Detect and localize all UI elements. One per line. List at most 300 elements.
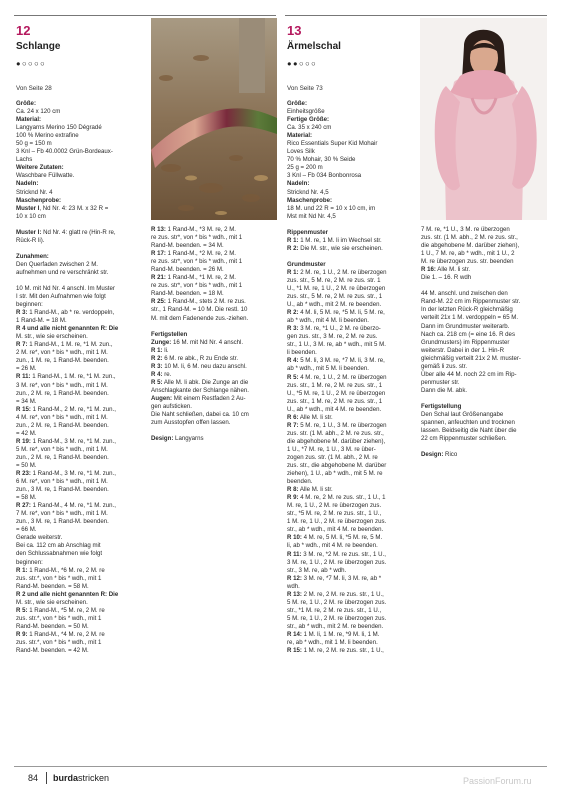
instruction-label: R 5: [151, 378, 163, 386]
instruction-label: Rippenmuster [287, 228, 328, 236]
instruction-text: 5 M. li, 3 M. re, *7 M. li, 3 M. re, [298, 357, 385, 365]
instruction-label: R 13: [287, 590, 302, 598]
instruction-line [16, 631, 148, 639]
instruction-line [16, 607, 148, 615]
instruction-text: lassen. Beidseitig die Naht über die [421, 427, 517, 435]
instruction-label: R 16: [421, 266, 436, 274]
instruction-text: 6 M. re*, von * bis * wdh., mit 1 M. [16, 478, 108, 486]
instruction-text: 44 M. anschl. und zwischen den [421, 290, 508, 298]
instruction-line [287, 229, 417, 237]
instruction-line [16, 333, 148, 341]
instruction-text: str., *1 M. re, 2 M. re zus. str., 1 U., [287, 606, 382, 614]
instruction-text: Gerade weiterstr. [16, 534, 63, 542]
instruction-text: Loves Silk [287, 148, 315, 156]
instruction-line [287, 647, 417, 655]
instruction-line [16, 494, 148, 502]
instruction-text: beginnen: [16, 301, 43, 309]
instruction-text: 10 M. mit Nd Nr. 4 anschl. Im Muster [16, 284, 115, 292]
instruction-label: R 25: [151, 298, 166, 306]
instruction-line [151, 306, 279, 314]
instruction-line [421, 242, 549, 250]
instruction-line [16, 550, 148, 558]
instruction-text: Grundmusters) im Rippenmuster [421, 338, 510, 346]
instruction-line [287, 245, 417, 253]
instruction-text: 1 M. re, 1 M. li im Wechsel str. [298, 236, 382, 244]
instruction-text: 25 g = 200 m [287, 164, 323, 172]
instruction-line [16, 108, 148, 116]
instruction-text: 7 M. re*, von * bis * wdh., mit 1 M. [16, 510, 108, 518]
project-number: 13 [287, 23, 302, 38]
instruction-text: = 34 M. [16, 397, 37, 405]
instruction-line [287, 140, 417, 148]
instruction-text: penmuster str. [421, 378, 460, 386]
instruction-line [421, 306, 549, 314]
instruction-line [151, 298, 279, 306]
instruction-text: Alle M. li str. [298, 413, 333, 421]
instruction-line [421, 363, 549, 371]
instruction-text: = 42 M. [16, 429, 37, 437]
instruction-text: 5 M. re, 1 U., 2 M. re überzogen zus. [287, 614, 387, 622]
instruction-text: zus. str., die abgehobene M. darüber [287, 462, 387, 470]
instruction-line [16, 575, 148, 583]
instruction-line [287, 148, 417, 156]
instruction-text: 1 Rand-M., 4 M. re, *1 M. zun., [30, 502, 116, 510]
instruction-text: 3 M. re, *7 M. li, 3 M. re, ab * [301, 574, 382, 582]
instruction-line [151, 282, 279, 290]
instruction-text: Ca. 24 x 120 cm [16, 108, 61, 116]
instruction-line [16, 414, 148, 422]
instruction-line [16, 615, 148, 623]
instruction-line [421, 274, 549, 282]
instruction-line [16, 205, 148, 213]
left-instructions-col2 [151, 226, 279, 443]
instruction-text: U., *1 M. re, 1 U., 2 M. re überzogen [287, 284, 386, 292]
instruction-line [287, 197, 417, 205]
instruction-line [421, 443, 549, 451]
instruction-text: ziehen), 1 U., ab * wdh., mit 5 M. re [287, 470, 383, 478]
instruction-label: R 5: [16, 606, 28, 614]
instruction-line [287, 559, 417, 567]
top-rule-left [14, 15, 276, 16]
instruction-text: gen aufsticken. [151, 402, 192, 410]
difficulty-rating: ●○○○○ [16, 59, 47, 68]
instruction-line [421, 226, 549, 234]
instruction-line [421, 419, 549, 427]
instruction-line [421, 258, 549, 266]
instruction-text: str., 1 Rand-M. = 10 M. Die restl. 10 [151, 306, 248, 314]
instruction-text: Ca. 35 x 240 cm [287, 124, 332, 132]
instruction-text: Rück-R li). [16, 236, 45, 244]
instruction-label: Design: [151, 435, 174, 443]
instruction-text: 4 M. re*, von * bis * wdh., mit 1 M. [16, 413, 108, 421]
instruction-text: zus. str. (1 M. abh., 2 M. re zus. str., [287, 429, 384, 437]
instruction-line [16, 253, 148, 261]
instruction-line [287, 462, 417, 470]
instruction-text: Einheitsgröße [287, 108, 325, 116]
instruction-line [421, 314, 549, 322]
instruction-label: Größe: [16, 100, 36, 107]
instruction-label: R 2 und alle nicht genannten R: Die [16, 590, 119, 598]
instruction-line [287, 237, 417, 245]
instruction-line [16, 430, 148, 438]
instruction-text: 6 M. re abk., R zu Ende str. [162, 354, 239, 362]
instruction-text: Rico [443, 451, 458, 459]
instruction-line [287, 189, 417, 197]
instruction-text: Dann die M. abk. [421, 386, 468, 394]
instruction-text: Rand-M. beenden. = 50 M. [16, 622, 89, 630]
instruction-text: Anschlagkante der Schlange nähen. [151, 386, 249, 394]
instruction-text: 1 Rand-M., 3 M. re, *1 M. zun., [30, 470, 116, 478]
instruction-line [287, 454, 417, 462]
instruction-text: Die M. str., wie sie erscheinen. [298, 244, 383, 252]
instruction-line [287, 205, 417, 213]
instruction-text: Rand-M. 22 cm im Rippenmuster str. [421, 298, 521, 306]
instruction-text: 1 Rand-M., 1 M. re, *1 M. zun., [30, 373, 116, 381]
instruction-line [16, 599, 148, 607]
instruction-text: re. [162, 370, 172, 378]
instruction-text: Rand-M. beenden. = 34 M. [151, 242, 224, 250]
instruction-text: 2 M. re, 1 U., 2 M. re überzogen [298, 268, 387, 276]
instruction-text: beenden. [287, 478, 313, 486]
instruction-line [151, 411, 279, 419]
instruction-text: Dann im Grundmuster weiterarb. [421, 322, 510, 330]
difficulty-rating: ●●○○○ [287, 59, 318, 68]
instruction-line [151, 395, 279, 403]
instruction-text: str., ab * wdh., mit 4 M. re beenden. [287, 526, 384, 534]
instruction-label: R 7: [287, 421, 299, 429]
instruction-line [16, 221, 148, 229]
instruction-text: gen zus. str., 3 M. re, 2 M. re zus. [287, 333, 378, 341]
instruction-text: re, ab * wdh., mit 1 M. li beenden. [287, 639, 378, 647]
instruction-line [16, 124, 148, 132]
instruction-line [421, 290, 549, 298]
instruction-line [151, 427, 279, 435]
instruction-line [151, 234, 279, 242]
instruction-line [287, 108, 417, 116]
top-rule-right [285, 15, 547, 16]
instruction-line [16, 213, 148, 221]
instruction-line [287, 116, 417, 124]
left-instructions-col1 [16, 100, 148, 655]
instruction-text: zum Ausstopfen offen lassen. [151, 419, 231, 427]
instruction-text: Alle M. li abk. Die Zunge an die [162, 378, 249, 386]
footer-rule [14, 766, 547, 767]
instruction-text: zus. str. (1 M. abh., 2 M. re zus. str., [421, 234, 518, 242]
instruction-text: Stricknd Nr. 4 [16, 188, 53, 196]
instruction-line [287, 526, 417, 534]
instruction-line [151, 250, 279, 258]
instruction-line [421, 266, 549, 274]
instruction-line [151, 419, 279, 427]
instruction-line [16, 559, 148, 567]
instruction-line [16, 462, 148, 470]
instruction-line [16, 156, 148, 164]
instruction-line [287, 583, 417, 591]
instruction-line [16, 623, 148, 631]
instruction-text: zun., 2 M. re, 1 Rand-M. beenden. [16, 421, 109, 429]
instruction-text: Bei ca. 112 cm ab Anschlag mit [16, 542, 101, 550]
instruction-line [16, 583, 148, 591]
instruction-line [151, 435, 279, 443]
instruction-label: Material: [287, 132, 313, 140]
instruction-text: zus. str.*, von * bis * wdh., mit 1 [16, 614, 102, 622]
instruction-line [421, 347, 549, 355]
instruction-text: M. str., wie sie erscheinen. [16, 333, 88, 341]
instruction-line [16, 317, 148, 325]
instruction-line [287, 317, 417, 325]
instruction-line [287, 486, 417, 494]
instruction-line [287, 623, 417, 631]
instruction-line [287, 510, 417, 518]
instruction-line [287, 325, 417, 333]
instruction-line [421, 323, 549, 331]
instruction-text: str., 3 M. re, ab * wdh. [287, 566, 347, 574]
instruction-line [151, 355, 279, 363]
instruction-text: 100 % Merino extrafine [16, 132, 79, 140]
instruction-line [16, 229, 148, 237]
instruction-label: R 2: [151, 354, 163, 362]
instruction-line [16, 164, 148, 172]
instruction-label: R 13: [151, 226, 166, 233]
instruction-text: 5 M. re*, von * bis * wdh., mit 1 M. [16, 445, 108, 453]
instruction-label: Weitere Zutaten: [16, 164, 64, 172]
instruction-text: 1 M. re, 1 U., 2 M. re überzogen zus. [287, 518, 387, 526]
instruction-line [16, 422, 148, 430]
instruction-label: R 9: [16, 630, 28, 638]
instruction-line [287, 349, 417, 357]
instruction-line [287, 414, 417, 422]
instruction-text: 3 M. re, 1 U., 2 M. re überzogen zus. [287, 558, 387, 566]
instruction-line [421, 395, 549, 403]
instruction-line [421, 331, 549, 339]
instruction-line [421, 403, 549, 411]
instruction-text: gemäß li zus. str. [421, 362, 468, 370]
instruction-line [287, 567, 417, 575]
instruction-text: 1 Rand-M., *4 M. re, 2 M. re [27, 630, 105, 638]
instruction-line [16, 510, 148, 518]
instruction-line [16, 639, 148, 647]
instruction-text: re zus. str*, von * bis * wdh., mit 1 [151, 234, 243, 242]
instruction-line [287, 575, 417, 583]
instruction-label: R 27: [16, 502, 31, 510]
instruction-text: zus. str.*, von * bis * wdh., mit 1 [16, 574, 102, 582]
page-reference: Von Seite 73 [287, 85, 323, 92]
instruction-label: R 1: [151, 346, 163, 354]
instruction-text: U., ab * wdh., mit 2 M. re beenden. [287, 301, 382, 309]
instruction-text: 2 M. re*, von * bis * wdh., mit 1 M. [16, 349, 108, 357]
instruction-label: R 19: [16, 437, 31, 445]
instruction-line [421, 427, 549, 435]
instruction-text: aufnehmen und re verschränkt str. [16, 268, 109, 276]
instruction-text: str., ab * wdh., mit 2 M. re beenden. [287, 622, 384, 630]
instruction-label: Maschenprobe: [16, 196, 62, 204]
instruction-line [16, 542, 148, 550]
instruction-text: 1 Rand-M., *2 M. re, 2 M. [165, 250, 237, 258]
instruction-label: Fertigstellen [151, 330, 188, 338]
page-reference: Von Seite 28 [16, 85, 52, 92]
instruction-line [287, 100, 417, 108]
instruction-text: 5 M. re, 1 U., 2 M. re überzogen zus. [287, 598, 387, 606]
instruction-text: wdh. [287, 582, 300, 590]
instruction-line [287, 446, 417, 454]
instruction-label: R 10: [287, 534, 302, 542]
instruction-text: M. re überzogen zus. str. beenden [421, 258, 514, 266]
instruction-line [287, 309, 417, 317]
instruction-line [287, 615, 417, 623]
instruction-line [287, 422, 417, 430]
instruction-text: 18 M. und 22 R = 10 x 10 cm, im [287, 204, 376, 212]
brand-logo [53, 773, 109, 783]
instruction-text: 50 g = 150 m [16, 140, 52, 148]
instruction-line [16, 534, 148, 542]
instruction-line [287, 365, 417, 373]
instruction-text: 4 M. re, 5 M. li, *5 M. re, 5 M. [301, 534, 383, 542]
instruction-text: li. [162, 346, 169, 354]
instruction-text: Rand-M. beenden. = 26 M. [151, 266, 224, 274]
instruction-text: zus. str., 5 M. re, 2 M. re zus. str., 1 [287, 293, 383, 301]
right-instructions-col1 [287, 100, 417, 655]
instruction-label: R 1: [287, 236, 299, 244]
instruction-line [421, 379, 549, 387]
instruction-line [287, 164, 417, 172]
instruction-line [151, 387, 279, 395]
instruction-line [16, 140, 148, 148]
instruction-line [16, 132, 148, 140]
instruction-label: R 4: [287, 357, 299, 365]
instruction-line [287, 478, 417, 486]
instruction-text: 10 M. li, 6 M. neu dazu anschl. [162, 362, 247, 370]
instruction-line [287, 293, 417, 301]
instruction-text: 4 M. li, 5 M. re, *5 M. li, 5 M. re, [298, 309, 385, 317]
instruction-line [287, 390, 417, 398]
instruction-label: R 9: [287, 494, 299, 502]
instruction-line [16, 189, 148, 197]
instruction-line [16, 237, 148, 245]
instruction-line [16, 269, 148, 277]
instruction-label: R 8: [287, 486, 299, 494]
instruction-line [16, 526, 148, 534]
instruction-line [16, 470, 148, 478]
instruction-label: R 4: [151, 370, 163, 378]
instruction-label: Muster I: [16, 228, 42, 236]
instruction-line [287, 639, 417, 647]
instruction-text: M. re, 1 U., 2 M. re überzogen zus. [287, 502, 382, 510]
instruction-line [16, 486, 148, 494]
right-instructions-col2 [421, 226, 549, 459]
instruction-text: = 66 M. [16, 526, 37, 534]
instruction-text: zun., 2 M. re, 1 Rand-M. beenden. [16, 453, 109, 461]
instruction-text: In der letzten Rück-R gleichmäßig [421, 306, 513, 314]
instruction-text: zun., 2 M. re, 1 Rand-M. beenden. [16, 389, 109, 397]
instruction-line [16, 398, 148, 406]
instruction-text: zus. str.*, von * bis * wdh., mit 1 [16, 639, 102, 646]
instruction-line [287, 253, 417, 261]
instruction-line [287, 269, 417, 277]
instruction-text: I str. Mit den Aufnahmen wie folgt [16, 292, 106, 300]
instruction-line [151, 363, 279, 371]
instruction-line [287, 398, 417, 406]
instruction-label: Material: [16, 116, 42, 124]
instruction-text: die abgehobene M. darüber ziehen), [421, 242, 520, 250]
instruction-text: 3 Knl – Fb 034 Bonbonrosa [287, 172, 362, 180]
instruction-text: = 26 M. [16, 365, 37, 373]
instruction-line [16, 148, 148, 156]
instruction-text: Rand-M. beenden. = 58 M. [16, 582, 89, 590]
instruction-line [16, 502, 148, 510]
instruction-line [16, 518, 148, 526]
instruction-text: den Schlussabnahmen wie folgt [16, 550, 103, 558]
instruction-line [421, 435, 549, 443]
instruction-label: Fertige Größe: [287, 116, 329, 124]
instruction-line [287, 341, 417, 349]
instruction-line [287, 406, 417, 414]
instruction-line [16, 277, 148, 285]
instruction-line [287, 382, 417, 390]
instruction-label: R 3: [151, 362, 163, 370]
instruction-line [287, 542, 417, 550]
instruction-text: , Nd Nr. 4: 23 M. x 32 R = [39, 204, 109, 212]
instruction-line [287, 132, 417, 140]
instruction-text: Mst mit Nd Nr. 4,5 [287, 212, 336, 220]
instruction-line [421, 298, 549, 306]
instruction-line [16, 373, 148, 381]
instruction-text: Langyarns [173, 435, 204, 443]
instruction-text: Alle M. li str. [435, 266, 471, 274]
instruction-text: 1 Rand-M., *3 M. re, 2 M. [165, 226, 237, 233]
instruction-line [16, 285, 148, 293]
instruction-line [287, 374, 417, 382]
instruction-text: 3 M. re, *2 M. re zus. str., 1 U., [301, 550, 386, 558]
instruction-text: zun., 1 M. re, 1 Rand-M. beenden. [16, 357, 109, 365]
instruction-text: 2 M. re, 2 M. re zus. str., 1 U., [301, 590, 384, 598]
instruction-line [287, 261, 417, 269]
instruction-line [287, 502, 417, 510]
instruction-text: 1 Rand-M., ab * re. verdoppeln, [27, 309, 115, 317]
instruction-line [16, 197, 148, 205]
instruction-label: R 5: [287, 373, 299, 381]
instruction-line [421, 282, 549, 290]
instruction-label: R 17: [151, 250, 166, 258]
instruction-line [151, 371, 279, 379]
instruction-line [151, 379, 279, 387]
instruction-text: Stricknd Nr. 4,5 [287, 188, 329, 196]
project-title: Ärmelschal [287, 41, 341, 52]
instruction-line [16, 325, 148, 333]
instruction-label: Nadeln: [16, 180, 39, 188]
instruction-text: 1 Rand-M., *5 M. re, 2 M. re [27, 606, 105, 614]
instruction-label: Größe: [287, 100, 307, 107]
instruction-text: li, ab * wdh., mit 4 M. re beenden. [287, 542, 378, 550]
instruction-line [287, 277, 417, 285]
instruction-text: Über alle 44 M. noch 22 cm im Rip- [421, 370, 517, 378]
instruction-line [16, 180, 148, 188]
instruction-line [421, 339, 549, 347]
instruction-label: R 3: [287, 325, 299, 333]
instruction-line [287, 599, 417, 607]
instruction-line [151, 290, 279, 298]
instruction-text: zus. str., 1 M. re, 2 M. re zus. str., 1 [287, 381, 383, 389]
instruction-line [16, 245, 148, 253]
instruction-line [421, 387, 549, 395]
footer-divider [46, 772, 47, 784]
instruction-text: U., ab * wdh., mit 4 M. re beenden. [287, 405, 382, 413]
instruction-text: Rand-M. beenden. = 18 M. [151, 290, 224, 298]
instruction-line [16, 591, 148, 599]
instruction-line [287, 180, 417, 188]
instruction-text: re zus. str*, von * bis * wdh., mit 1 [151, 282, 243, 290]
instruction-text: 3 M. re*, von * bis * wdh., mit 1 M. [16, 381, 108, 389]
instruction-text: str., *5 M. re, 2 M. re zus. str., 1 U., [287, 510, 382, 518]
